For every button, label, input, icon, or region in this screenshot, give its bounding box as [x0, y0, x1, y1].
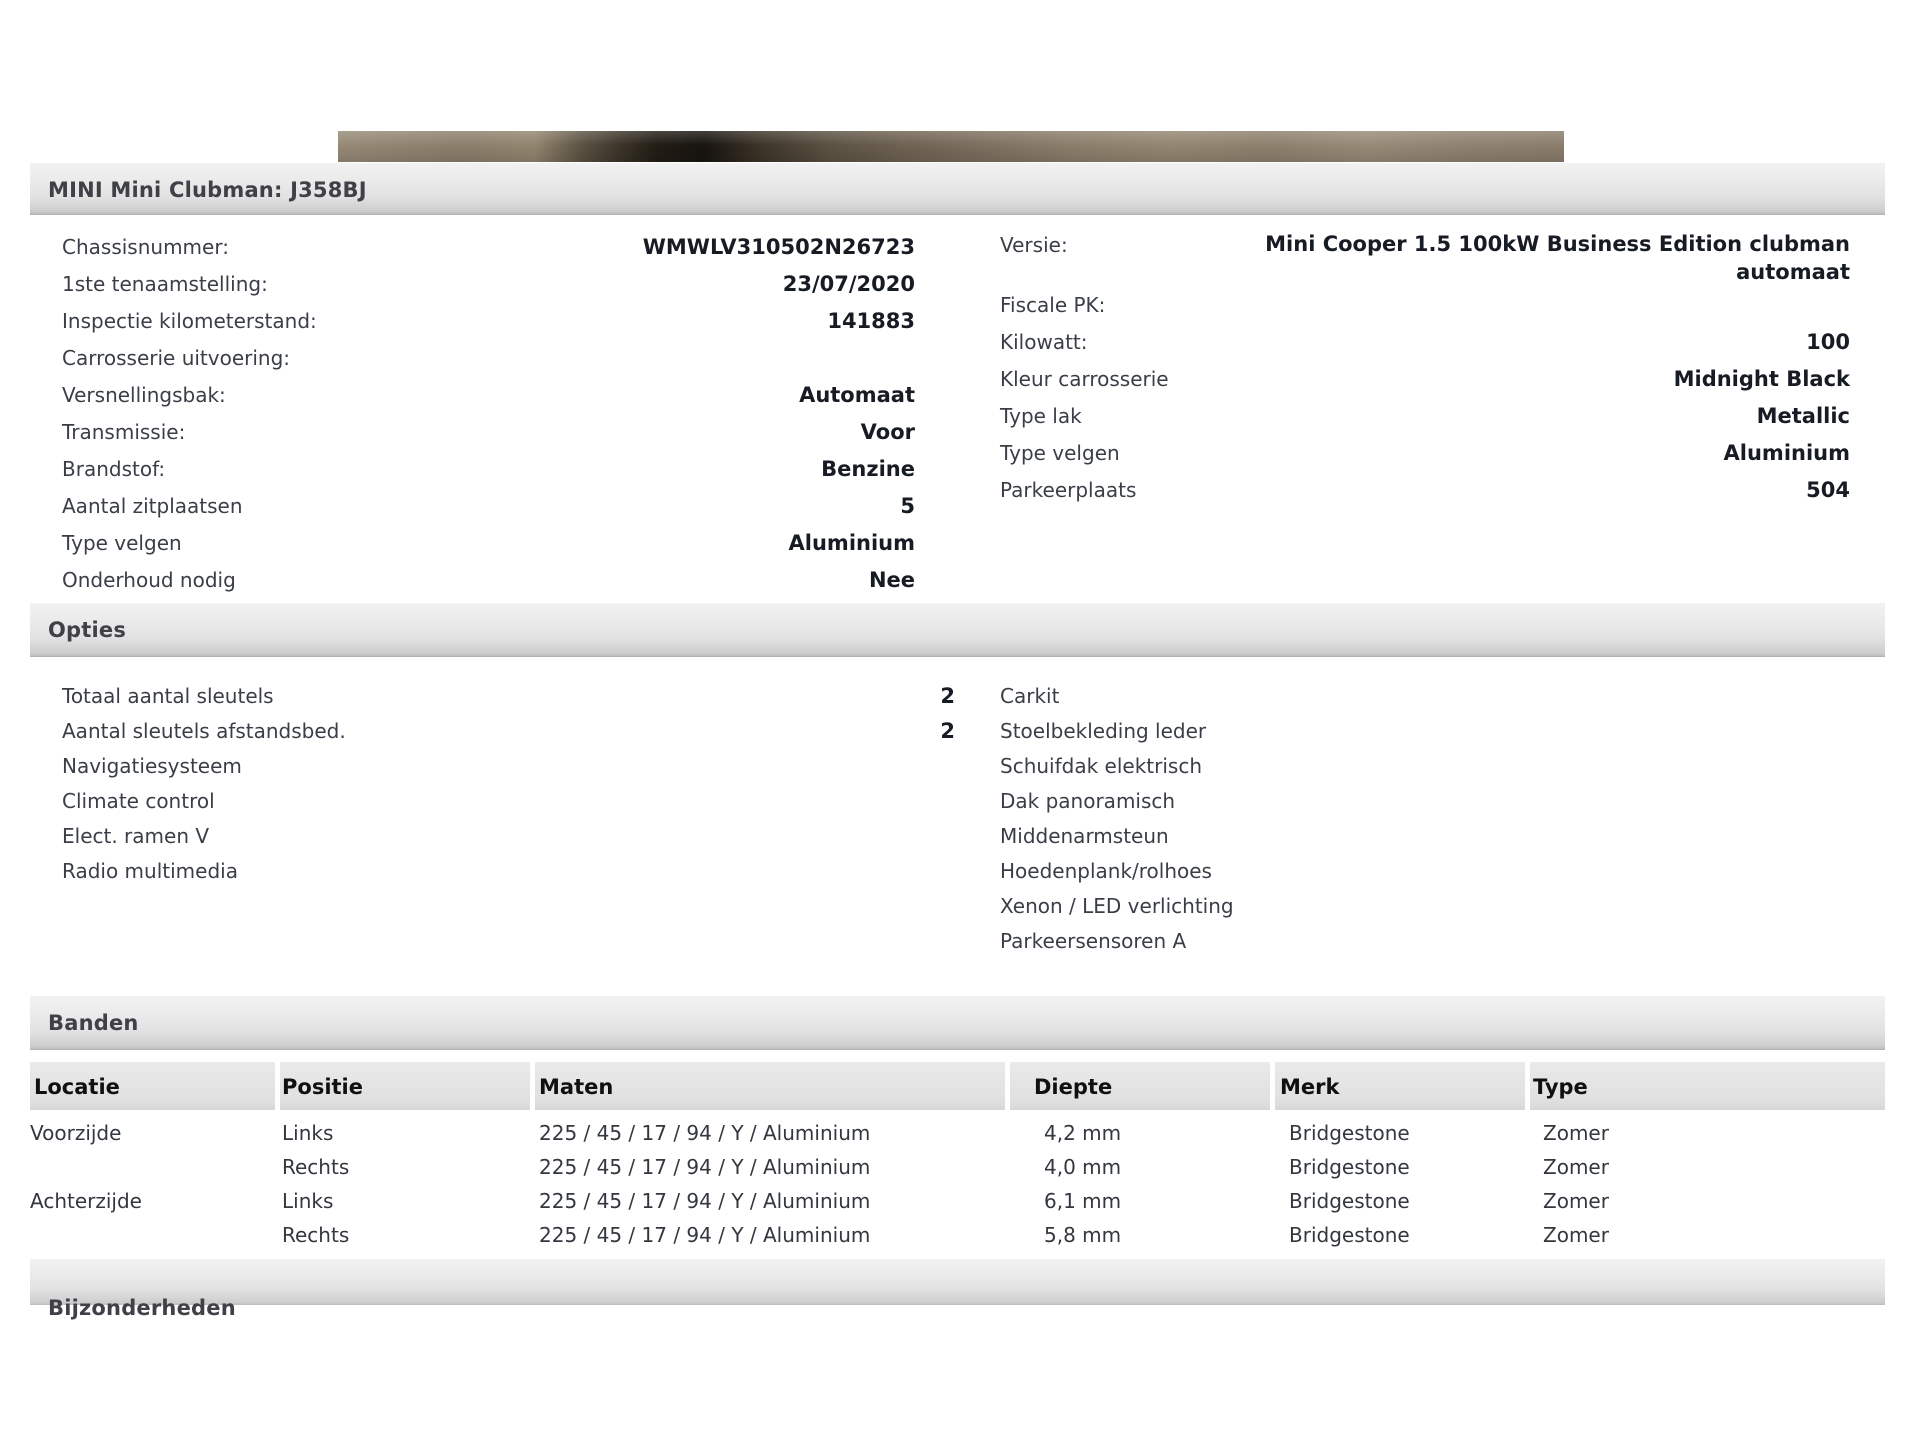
detail-value: Aluminium	[1723, 440, 1850, 465]
optie-row	[1000, 923, 1860, 958]
optie-label: Carkit	[1000, 683, 1060, 708]
column-header-positie: Positie	[280, 1062, 530, 1110]
optie-row	[1000, 748, 1860, 783]
optie-label: Stoelbekleding leder	[1000, 718, 1207, 743]
optie-label: Radio multimedia	[62, 858, 238, 883]
cell-diepte: 4,2 mm	[1044, 1121, 1122, 1145]
optie-label: Hoedenplank/rolhoes	[1000, 858, 1212, 883]
detail-value: 5	[900, 493, 915, 518]
detail-row	[1000, 397, 1850, 434]
detail-row	[62, 487, 915, 524]
cell-positie: Rechts	[282, 1155, 350, 1179]
optie-value: 2	[940, 718, 955, 743]
cell-locatie: Achterzijde	[30, 1189, 142, 1213]
optie-value: 2	[940, 683, 955, 708]
detail-row	[62, 524, 915, 561]
banden-table-body	[30, 1116, 1885, 1252]
optie-label: Aantal sleutels afstandsbed.	[62, 718, 346, 743]
column-header-maten: Maten	[535, 1062, 1005, 1110]
opties-section-title: Opties	[48, 618, 127, 642]
detail-row	[1000, 323, 1850, 360]
detail-row	[1000, 434, 1850, 471]
detail-label: Versnellingsbak:	[62, 382, 226, 407]
optie-label: Elect. ramen V	[62, 823, 210, 848]
detail-label: Kleur carrosserie	[1000, 366, 1169, 391]
optie-label: Totaal aantal sleutels	[62, 683, 274, 708]
detail-label: Type velgen	[1000, 440, 1120, 465]
detail-label: Type velgen	[62, 530, 182, 555]
cell-merk: Bridgestone	[1289, 1223, 1410, 1247]
vehicle-title: MINI Mini Clubman: J358BJ	[48, 178, 367, 202]
detail-value: 100	[1806, 329, 1850, 354]
cell-maten: 225 / 45 / 17 / 94 / Y / Aluminium	[539, 1155, 871, 1179]
table-row	[30, 1150, 1885, 1184]
detail-label: Transmissie:	[62, 419, 186, 444]
cell-maten: 225 / 45 / 17 / 94 / Y / Aluminium	[539, 1189, 871, 1213]
cell-diepte: 4,0 mm	[1044, 1155, 1122, 1179]
cell-maten: 225 / 45 / 17 / 94 / Y / Aluminium	[539, 1223, 871, 1247]
detail-label: Inspectie kilometerstand:	[62, 308, 317, 333]
details-right-column	[1000, 228, 1850, 508]
detail-row	[62, 561, 915, 598]
detail-label: Fiscale PK:	[1000, 292, 1106, 317]
detail-row	[62, 413, 915, 450]
cell-diepte: 6,1 mm	[1044, 1189, 1122, 1213]
optie-label: Dak panoramisch	[1000, 788, 1176, 813]
optie-row	[62, 783, 955, 818]
detail-row	[62, 339, 915, 376]
detail-row	[62, 228, 915, 265]
detail-value: Benzine	[821, 456, 915, 481]
cell-type: Zomer	[1543, 1121, 1609, 1145]
banden-section-bar	[30, 996, 1885, 1050]
detail-label: 1ste tenaamstelling:	[62, 271, 268, 296]
details-right-rows	[1000, 286, 1850, 508]
optie-label: Xenon / LED verlichting	[1000, 893, 1234, 918]
optie-label: Climate control	[62, 788, 215, 813]
cell-type: Zomer	[1543, 1223, 1609, 1247]
opties-right-list	[1000, 678, 1860, 958]
optie-row	[1000, 888, 1860, 923]
detail-label: Type lak	[1000, 403, 1082, 428]
detail-label: Brandstof:	[62, 456, 166, 481]
cell-type: Zomer	[1543, 1189, 1609, 1213]
optie-row	[62, 818, 955, 853]
detail-label: Chassisnummer:	[62, 234, 229, 259]
cutoff-section-title: Bijzonderheden	[48, 1296, 236, 1320]
detail-value: 141883	[827, 308, 915, 333]
cell-merk: Bridgestone	[1289, 1189, 1410, 1213]
optie-row	[1000, 818, 1860, 853]
column-header-type: Type	[1530, 1062, 1885, 1110]
cell-positie: Rechts	[282, 1223, 350, 1247]
column-header-diepte: Diepte	[1010, 1062, 1270, 1110]
detail-label: Aantal zitplaatsen	[62, 493, 243, 518]
detail-value: Automaat	[799, 382, 915, 407]
detail-label: Versie:	[1000, 233, 1068, 257]
details-left-column	[62, 228, 915, 598]
cell-positie: Links	[282, 1121, 334, 1145]
cell-merk: Bridgestone	[1289, 1155, 1410, 1179]
column-header-merk: Merk	[1275, 1062, 1525, 1110]
optie-label: Middenarmsteun	[1000, 823, 1169, 848]
detail-value: Voor	[860, 419, 915, 444]
detail-row	[1000, 360, 1850, 397]
detail-row	[62, 376, 915, 413]
optie-row	[62, 713, 955, 748]
optie-label: Schuifdak elektrisch	[1000, 753, 1202, 778]
detail-value: Aluminium	[788, 530, 915, 555]
detail-value: WMWLV310502N26723	[642, 234, 915, 259]
detail-row	[62, 302, 915, 339]
table-row	[30, 1218, 1885, 1252]
column-header-locatie: Locatie	[30, 1062, 275, 1110]
cell-locatie: Voorzijde	[30, 1121, 122, 1145]
detail-row	[1000, 471, 1850, 508]
detail-value: Mini Cooper 1.5 100kW Business Edition clubman automaat	[1265, 232, 1850, 284]
optie-row	[1000, 853, 1860, 888]
cell-type: Zomer	[1543, 1155, 1609, 1179]
table-row	[30, 1116, 1885, 1150]
detail-row	[62, 450, 915, 487]
detail-value: 504	[1806, 477, 1850, 502]
detail-value: Nee	[868, 567, 915, 592]
vehicle-title-bar	[30, 163, 1885, 215]
cell-diepte: 5,8 mm	[1044, 1223, 1122, 1247]
banden-section-title: Banden	[48, 1011, 139, 1035]
detail-label: Onderhoud nodig	[62, 567, 236, 592]
vehicle-photo	[338, 131, 1564, 162]
optie-row	[1000, 783, 1860, 818]
opties-left-list	[62, 678, 955, 888]
optie-row	[62, 853, 955, 888]
optie-row	[62, 678, 955, 713]
optie-row	[1000, 713, 1860, 748]
detail-value: Metallic	[1756, 403, 1850, 428]
detail-value: 23/07/2020	[782, 271, 915, 296]
detail-label: Carrosserie uitvoering:	[62, 345, 291, 370]
detail-row	[1000, 286, 1850, 323]
detail-row-versie	[1000, 228, 1850, 286]
detail-label: Kilowatt:	[1000, 329, 1088, 354]
optie-label: Navigatiesysteem	[62, 753, 242, 778]
detail-value: Midnight Black	[1673, 366, 1850, 391]
optie-row	[1000, 678, 1860, 713]
table-row	[30, 1184, 1885, 1218]
detail-row	[62, 265, 915, 302]
cell-positie: Links	[282, 1189, 334, 1213]
banden-table-header	[30, 1062, 1885, 1110]
banden-table	[30, 1062, 1885, 1252]
opties-section-bar	[30, 603, 1885, 657]
cell-maten: 225 / 45 / 17 / 94 / Y / Aluminium	[539, 1121, 871, 1145]
optie-label: Parkeersensoren A	[1000, 928, 1187, 953]
cell-merk: Bridgestone	[1289, 1121, 1410, 1145]
cutoff-section-bar	[30, 1259, 1885, 1320]
detail-label: Parkeerplaats	[1000, 477, 1137, 502]
optie-row	[62, 748, 955, 783]
